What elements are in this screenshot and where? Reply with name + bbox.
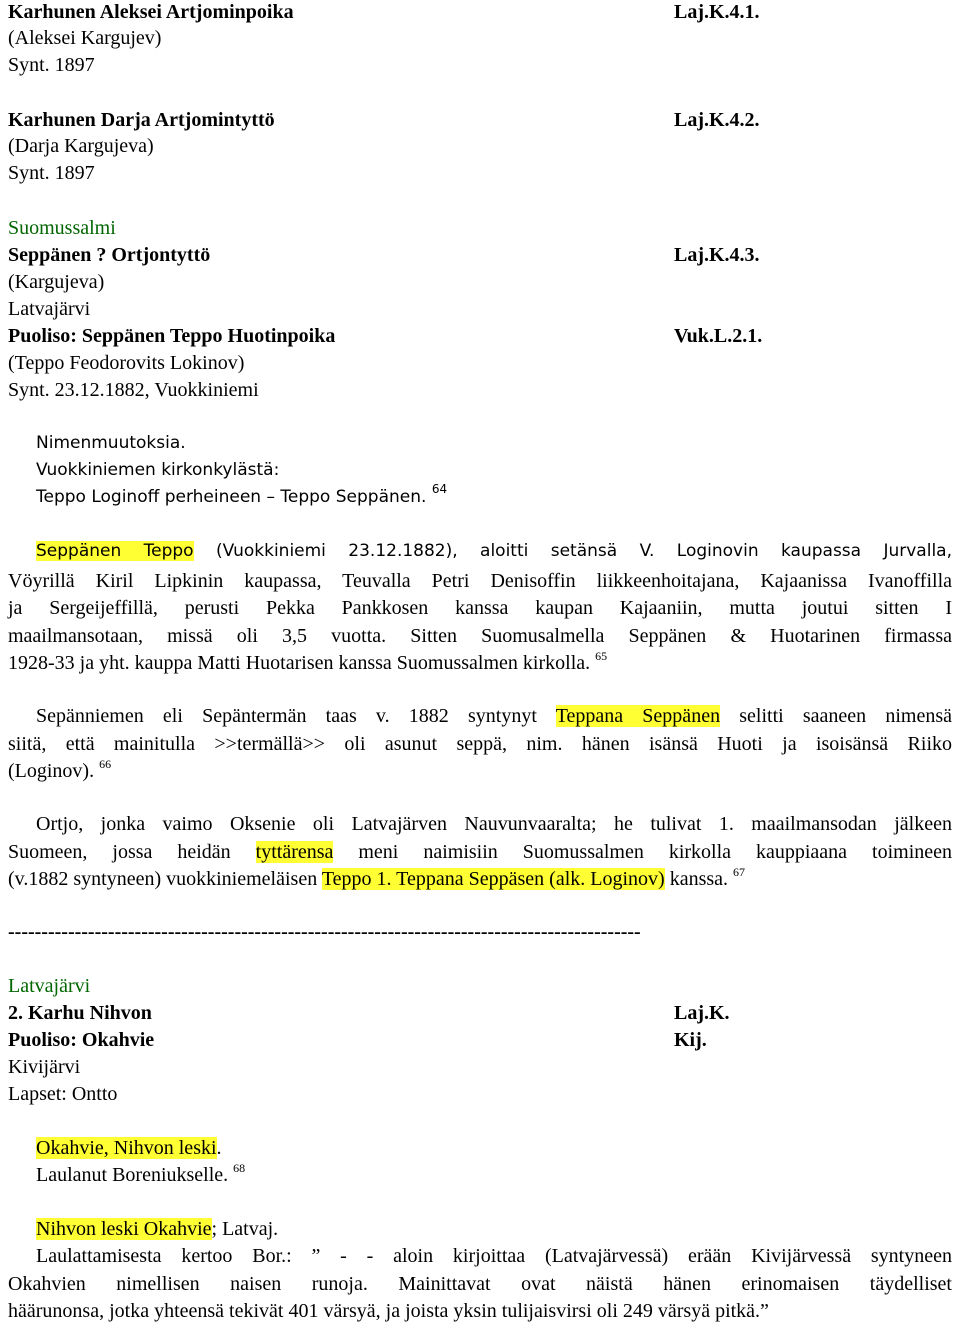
entry-3-alt-name: (Kargujeva) [8,271,105,293]
note-2-line-4: häärunonsa, jotka yhteensä tekivät 401 värsyä, ja joista yksin tulijaisvirsi oli 249 värsyä pitkä.” [8,1300,769,1322]
footnote-64: 64 [431,482,448,496]
paragraph-1-line-1: Seppänen Teppo (Vuokkiniemi 23.12.1882), aloitti setänsä V. Loginovin kaupassa Jurvalla, [36,541,952,561]
note-2-quote [8,1246,952,1329]
paragraph-1-line-4: maailmansotaan, missä oli 3,5 vuotta. Sitten Suomusalmella Seppänen & Huotarinen firmassa [8,624,952,647]
entry-2-born: Synt. 1897 [8,162,95,184]
paragraph-1-line-3: ja Sergeijeffillä, perusti Pekka Pankkosen kanssa kaupan Kajaaniin, mutta joutui sitten I [8,597,952,619]
note-2-line-3: Okahvien nimellisen naisen runoja. Mainittavat ovat näistä hänen erinomaisen täydelliset [8,1272,952,1295]
highlight-seppanen-teppo: Seppänen Teppo [36,541,194,561]
highlight-teppana-seppanen: Teppana Seppänen [555,705,721,727]
entry-4-village: Kivijärvi [8,1056,81,1078]
paragraph-1 [8,543,952,681]
entry-1-name: Karhunen Aleksei Artjominpoika [8,1,294,23]
entry-3-spouse: Puoliso: Seppänen Teppo Huotinpoika [8,325,336,347]
entry-1-code: Laj.K.4.1. [674,1,760,23]
footnote-66: 66 [99,757,112,771]
entry-4-code: Laj.K. [674,1002,730,1024]
note-1-line-1: Okahvie, Nihvon leski. [36,1137,222,1159]
paragraph-2-line-3: (Loginov). $^{66}$ [8,757,112,782]
names-note-text: Teppo Loginoff perheineen – Teppo Seppänen. [36,487,427,507]
paragraph-2-line-1: Sepänniemen eli Sepäntermän taas v. 1882 syntynyt Teppana Seppänen selitti saaneen nimensä [36,705,952,727]
paragraph-2 [8,706,952,789]
paragraph-2-line-2: siitä, että mainitulla >>termällä>> oli asunut seppä, nim. hänen isänsä Huoti ja isoisänsä Riiko [8,732,952,755]
highlight-okahvie-nihvon-leski: Okahvie, Nihvon leski [36,1137,217,1159]
entry-4-spouse-code: Kij. [674,1029,707,1051]
entry-3-spouse-alt-name: (Teppo Feodorovits Lokinov) [8,352,245,374]
entry-4-children: Lapset: Ontto [8,1083,118,1105]
entry-2-code: Laj.K.4.2. [674,109,760,131]
entry-3-spouse-code: Vuk.L.2.1. [674,325,763,347]
paragraph-1-line-2: Vöyrillä Kiril Lipkinin kaupassa, Teuvalla Petri Denisoffin liikkeenhoitajana, Kajaanissa Ivanoffilla [8,569,952,592]
entry-2-name: Karhunen Darja Artjomintyttö [8,109,275,131]
note-1-line-2: Laulanut Boreniukselle. $^{68}$ [36,1161,246,1186]
entry-1-alt-name: (Aleksei Kargujev) [8,27,162,49]
names-note-subtitle: Vuokkiniemen kirkonkylästä: [36,460,280,480]
place-heading-latvajarvi: Latvajärvi [8,975,91,997]
footnote-65: 65 [595,649,608,663]
entry-3-spouse-born: Synt. 23.12.1882, Vuokkiniemi [8,379,259,401]
entry-4-name: 2. Karhu Nihvon [8,1002,152,1024]
highlight-teppo-seppasen: Teppo 1. Teppana Seppäsen (alk. Loginov) [321,868,665,890]
footnote-68: 68 [233,1161,246,1175]
entry-1-born: Synt. 1897 [8,54,95,76]
names-note-title: Nimenmuutoksia. [36,433,186,453]
paragraph-3-line-3: (v.1882 syntyneen) vuokkiniemeläisen Teppo 1. Teppana Seppäsen (alk. Loginov) kanssa. $^{67}$ [8,865,746,890]
paragraph-3-line-1: Ortjo, jonka vaimo Oksenie oli Latvajärven Nauvunvaaralta; he tulivat 1. maailmansodan jälkeen [36,813,952,835]
paragraph-1-line-5: 1928-33 ja yht. kauppa Matti Huotarisen kanssa Suomussalmen kirkolla. $^{65}$ [8,649,608,674]
names-note-line [36,482,448,507]
entry-4-spouse: Puoliso: Okahvie [8,1029,155,1051]
highlight-tyttarensa: tyttärensa [255,840,334,863]
entry-3-name: Seppänen ? Ortjontyttö [8,244,211,266]
highlight-nihvon-leski-okahvie: Nihvon leski Okahvie [36,1218,212,1240]
place-heading-suomussalmi: Suomussalmi [8,217,116,239]
entry-3-village: Latvajärvi [8,298,91,320]
note-2-line-2: Laulattamisesta kertoo Bor.: ” - - aloin kirjoittaa (Latvajärvessä) erään Kivijärvessä syntyneen [36,1245,952,1267]
entry-2-alt-name: (Darja Kargujeva) [8,135,154,157]
paragraph-3 [8,814,952,897]
paragraph-3-line-2: Suomeen, jossa heidän tyttärensa meni naimisiin Suomussalmen kirkolla kauppiaana toimineen [8,840,953,863]
note-2-line-1: Nihvon leski Okahvie; Latvaj. [36,1218,279,1240]
footnote-67: 67 [733,865,746,879]
separator-line: ----------------------------------------------------------------------------------------------- [8,922,641,942]
entry-3-code: Laj.K.4.3. [674,244,760,266]
